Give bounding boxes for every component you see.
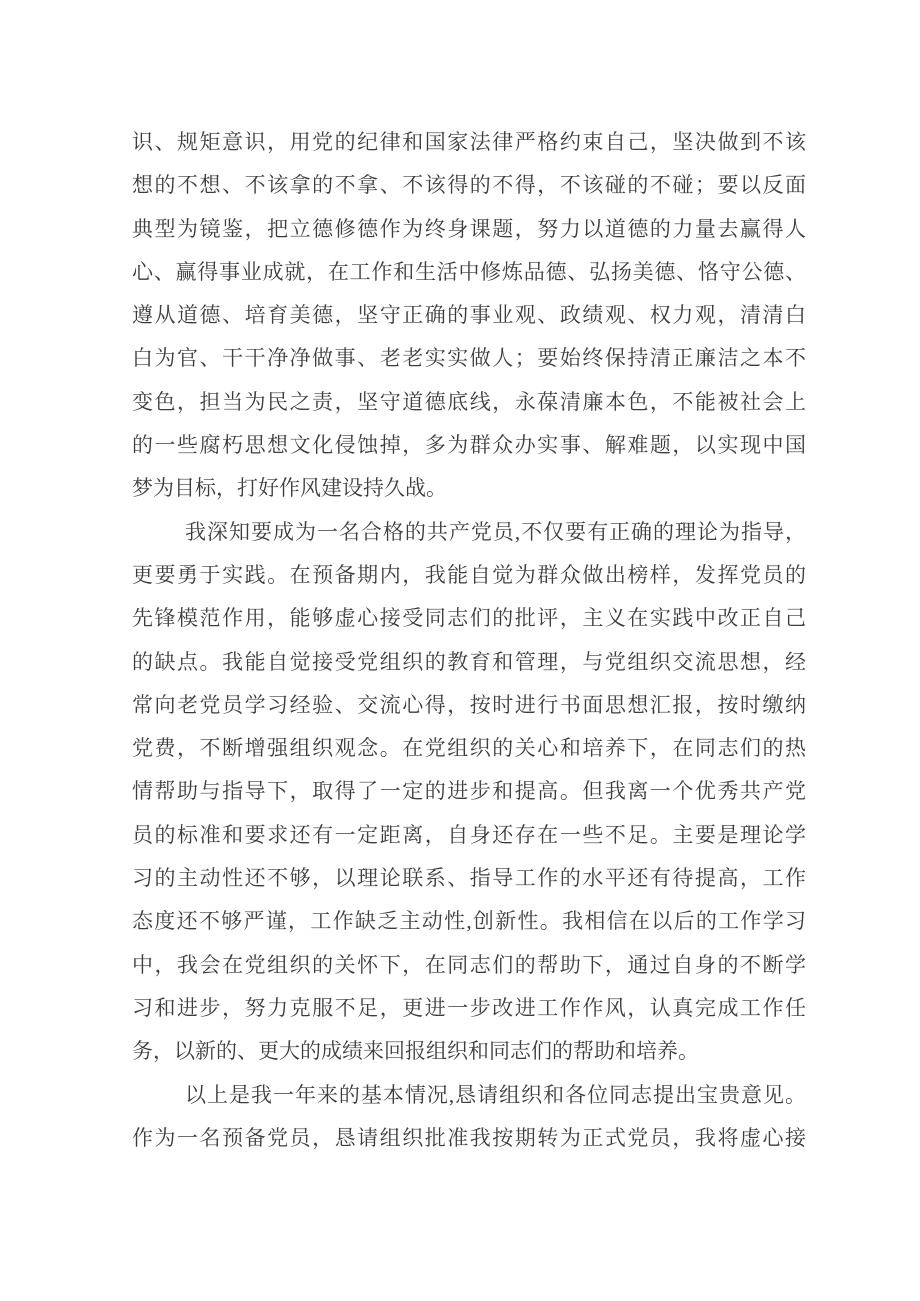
- text-line: 作为一名预备党员，恳请组织批准我按期转为正式党员，我将虚心接: [132, 1125, 806, 1150]
- text-line: 的一些腐朽思想文化侵蚀掉，多为群众办实事、解难题，以实现中国: [132, 433, 806, 458]
- text-line: 习的主动性还不够，以理论联系、指导工作的水平还有待提高，工作: [132, 866, 806, 891]
- paragraph-2: [132, 511, 806, 1074]
- text-line: 白为官、干干净净做事、老老实实做人；要始终保持清正廉洁之本不: [132, 346, 806, 371]
- text-line: 情帮助与指导下，取得了一定的进步和提高。但我离一个优秀共产党: [132, 779, 806, 804]
- text-line: 想的不想、不该拿的不拿、不该得的不得，不该碰的不碰；要以反面: [132, 173, 806, 198]
- text-line: 员的标准和要求还有一定距离，自身还存在一些不足。主要是理论学: [132, 822, 806, 847]
- text-line: 遵从道德、培育美德，坚守正确的事业观、政绩观、权力观，清清白: [132, 303, 806, 328]
- text-line: 党费，不断增强组织观念。在党组织的关心和培养下，在同志们的热: [132, 736, 806, 761]
- text-line: 习和进步，努力克服不足，更进一步改进工作作风，认真完成工作任: [132, 995, 806, 1020]
- text-line: 识、规矩意识，用党的纪律和国家法律严格约束自己，坚决做到不该: [132, 130, 806, 154]
- paragraph-1: [132, 121, 806, 511]
- text-line: 梦为目标，打好作风建设持久战。: [132, 476, 447, 501]
- text-line: 典型为镜鉴，把立德修德作为终身课题，努力以道德的力量去赢得人: [132, 216, 806, 241]
- text-line: 更要勇于实践。在预备期内，我能自觉为群众做出榜样，发挥党员的: [132, 562, 806, 587]
- text-line: 中，我会在党组织的关怀下，在同志们的帮助下，通过自身的不断学: [132, 952, 806, 977]
- text-line: 心、赢得事业成就，在工作和生活中修炼品德、弘扬美德、恪守公德、: [132, 259, 806, 284]
- text-line: 的缺点。我能自觉接受党组织的教育和管理，与党组织交流思想，经: [132, 649, 806, 674]
- text-line: 先锋模范作用，能够虚心接受同志们的批评，主义在实践中改正自己: [132, 606, 806, 631]
- paragraph-3: [132, 1074, 806, 1161]
- document-text-block: [132, 121, 806, 1160]
- text-line: 务，以新的、更大的成绩来回报组织和同志们的帮助和培养。: [132, 1039, 699, 1064]
- text-line: 以上是我一年来的基本情况,恳请组织和各位同志提出宝贵意见。: [185, 1082, 806, 1107]
- text-line: 变色，担当为民之责，坚守道德底线，永葆清廉本色，不能被社会上: [132, 389, 806, 414]
- text-line: 态度还不够严谨，工作缺乏主动性,创新性。我相信在以后的工作学习: [132, 909, 806, 934]
- text-line: 常向老党员学习经验、交流心得，按时进行书面思想汇报，按时缴纳: [132, 692, 806, 717]
- text-line: 我深知要成为一名合格的共产党员,不仅要有正确的理论为指导，: [185, 519, 806, 544]
